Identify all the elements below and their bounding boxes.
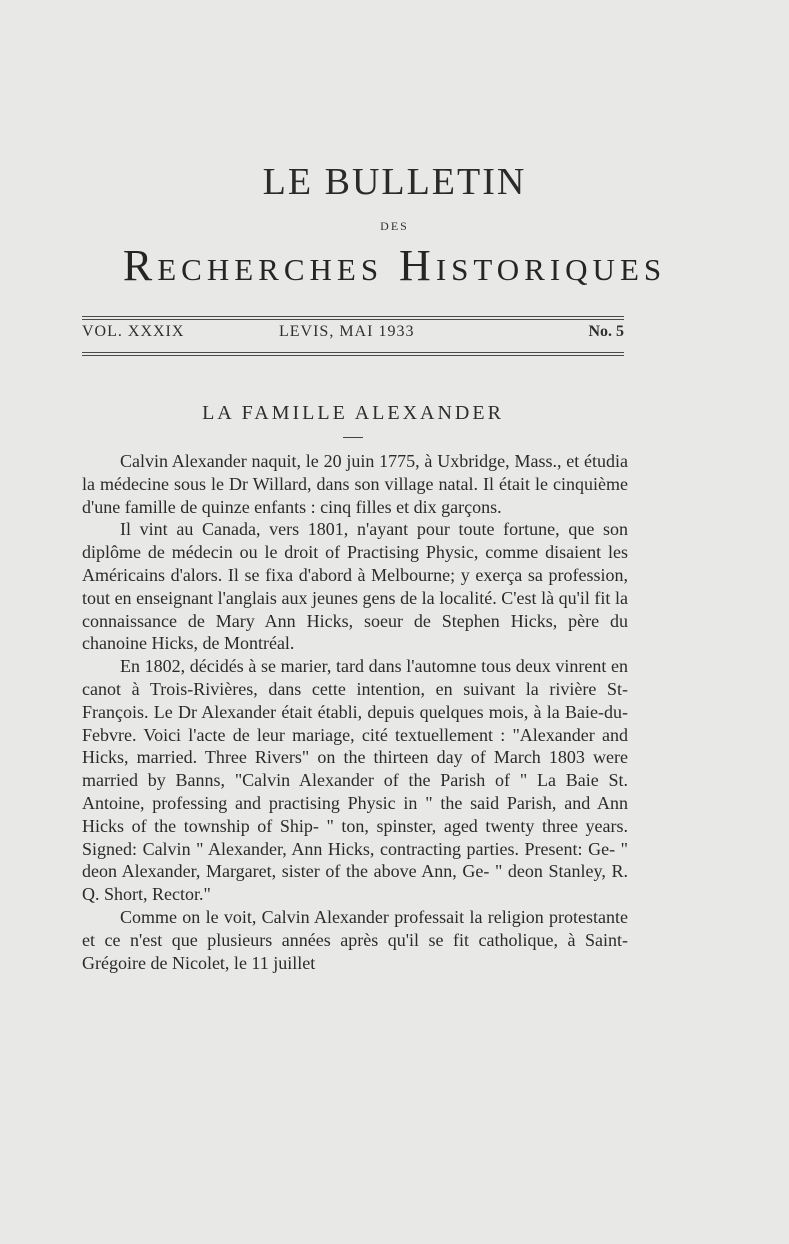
issue-number: No. 5 — [588, 323, 624, 340]
bulletin-title: LE BULLETIN — [262, 161, 527, 203]
article-body — [82, 450, 628, 974]
bulletin-subtitle: Recherches Historiques — [122, 241, 667, 290]
header-rule-bottom-2 — [82, 355, 624, 356]
article-paragraph: Il vint au Canada, vers 1801, n'ayant pour toute fortune, que son diplôme de médecin ou le droit of Practising Physic, comme disaient les Américains d'alors. Il se fixa d'abord à Melbourne; y exerça sa profession, tout en enseignant l'anglais aux jeunes gens de la localité. C'est là qu'il fit la connaissance de Mary Ann Hicks, soeur de Stephen Hicks, père du chanoine Hicks, de Montréal. — [82, 519, 628, 654]
header-rule-top-2 — [82, 319, 624, 320]
article-title: LA FAMILLE ALEXANDER — [202, 402, 504, 424]
header-rule-top — [82, 316, 624, 317]
issue-volume: VOL. XXXIX — [82, 323, 185, 340]
header-rule-bottom — [82, 352, 624, 353]
bulletin-title-des: DES — [380, 219, 409, 233]
issue-place-date: LEVIS, MAI 1933 — [279, 323, 415, 340]
issue-meta — [82, 323, 624, 345]
article-paragraph: Calvin Alexander naquit, le 20 juin 1775, à Uxbridge, Mass., et étudia la médecine sous le Dr Willard, dans son village natal. Il était le cinquième d'une famille de quinze enfants : cinq filles et dix garçons. — [82, 451, 628, 517]
article-paragraph: Comme on le voit, Calvin Alexander professait la religion protestante et ce n'est que plusieurs années après qu'il se fit catholique, à Saint-Grégoire de Nicolet, le 11 juillet — [82, 906, 628, 973]
title-dash — [343, 437, 363, 438]
article-paragraph: En 1802, décidés à se marier, tard dans l'automne tous deux vinrent en canot à Trois-Rivières, dans cette intention, en suivant la rivière St-François. Le Dr Alexander était établi, depuis quelques mois, à la Baie-du-Febvre. Voici l'acte de leur mariage, cité textuellement : "Alexander and Hicks, married. Three Rivers" on the thirteen day of March 1803 were married by Banns, "Calvin Alexander of the Parish of " La Baie St. Antoine, professing and practising Physic in " the said Parish, and Ann Hicks of the township of Ship- " ton, spinster, aged twenty three years. Signed: Calvin " Alexander, Ann Hicks, contracting parties. Present: Ge- " deon Alexander, Margaret, sister of the above Ann, Ge- " deon Stanley, R. Q. Short, Rector." — [82, 656, 628, 905]
